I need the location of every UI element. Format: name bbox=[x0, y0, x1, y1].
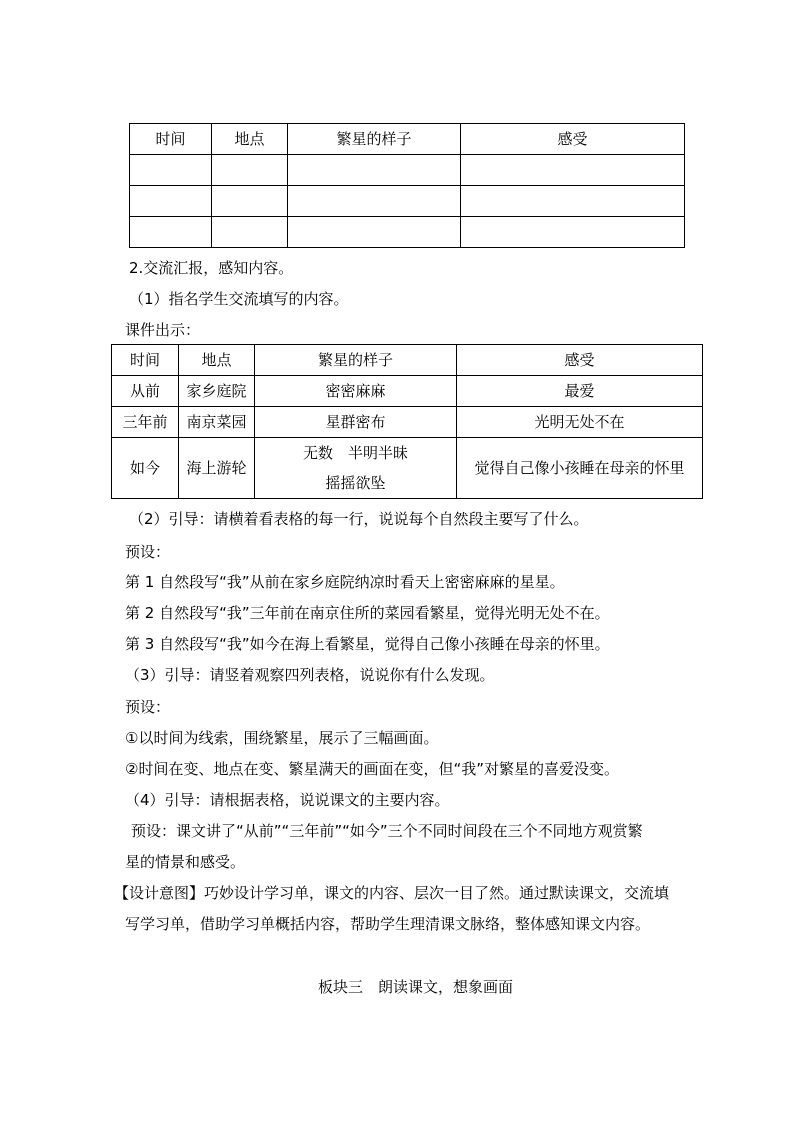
finding-1: ①以时间为线索，围绕繁星，展示了三幅画面。 bbox=[125, 729, 439, 747]
preset-3-line-1: 预设：课文讲了“从前”“三年前”“如今”三个不同时间段在三个不同地方观赏繁 bbox=[131, 822, 643, 840]
cell-time: 从前 bbox=[112, 376, 179, 407]
blank-cell bbox=[288, 155, 461, 186]
blank-cell bbox=[212, 155, 288, 186]
table-header-row bbox=[130, 124, 685, 155]
section-3-title: 板块三 朗读课文，想象画面 bbox=[318, 978, 514, 996]
preset-label-1: 预设： bbox=[125, 543, 171, 561]
paragraph-1-summary: 第 1 自然段写“我”从前在家乡庭院纳凉时看天上密密麻麻的星星。 bbox=[125, 573, 565, 591]
blank-worksheet-table bbox=[129, 123, 685, 248]
preset-3-line-2: 星的情景和感受。 bbox=[125, 853, 246, 871]
cell-feeling: 觉得自己像小孩睡在母亲的怀里 bbox=[457, 438, 703, 499]
design-intent-line-2: 写学习单，借助学习单概括内容，帮助学生理清课文脉络，整体感知课文内容。 bbox=[125, 915, 651, 933]
table-row bbox=[130, 217, 685, 248]
blank-cell bbox=[212, 186, 288, 217]
blank-cell bbox=[461, 186, 685, 217]
cell-star-look: 星群密布 bbox=[255, 407, 457, 438]
section-2-title: 2.交流汇报，感知内容。 bbox=[129, 259, 294, 277]
header-time: 时间 bbox=[130, 124, 212, 155]
filled-worksheet-table bbox=[111, 344, 703, 499]
cell-feeling: 最爱 bbox=[457, 376, 703, 407]
blank-cell bbox=[130, 217, 212, 248]
header-feeling: 感受 bbox=[457, 345, 703, 376]
table-row bbox=[112, 407, 703, 438]
paragraph-3-summary: 第 3 自然段写“我”如今在海上看繁星，觉得自己像小孩睡在母亲的怀里。 bbox=[125, 635, 610, 653]
blank-cell bbox=[461, 217, 685, 248]
cell-star-look: 密密麻麻 bbox=[255, 376, 457, 407]
header-place: 地点 bbox=[212, 124, 288, 155]
cell-star-look bbox=[255, 438, 457, 499]
blank-cell bbox=[130, 186, 212, 217]
cell-place: 海上游轮 bbox=[179, 438, 255, 499]
finding-2: ②时间在变、地点在变、繁星满天的画面在变，但“我”对繁星的喜爱没变。 bbox=[125, 760, 619, 778]
table-row bbox=[130, 155, 685, 186]
header-place: 地点 bbox=[179, 345, 255, 376]
header-time: 时间 bbox=[112, 345, 179, 376]
paragraph-2-summary: 第 2 自然段写“我”三年前在南京住所的菜园看繁星，觉得光明无处不在。 bbox=[125, 604, 610, 622]
cell-feeling: 光明无处不在 bbox=[457, 407, 703, 438]
blank-cell bbox=[130, 155, 212, 186]
cell-place: 南京菜园 bbox=[179, 407, 255, 438]
table-row bbox=[112, 376, 703, 407]
header-feeling: 感受 bbox=[461, 124, 685, 155]
star-look-line-2: 摇摇欲坠 bbox=[325, 474, 386, 492]
header-star-look: 繁星的样子 bbox=[255, 345, 457, 376]
step-3: （3）引导：请竖着观察四列表格，说说你有什么发现。 bbox=[125, 666, 495, 684]
cell-place: 家乡庭院 bbox=[179, 376, 255, 407]
table-row bbox=[112, 438, 703, 499]
cell-time: 三年前 bbox=[112, 407, 179, 438]
design-intent-line-1: 【设计意图】巧妙设计学习单，课文的内容、层次一目了然。通过默读课文，交流填 bbox=[114, 884, 670, 902]
step-2: （2）引导：请横着看表格的每一行，说说每个自然段主要写了什么。 bbox=[129, 510, 589, 528]
header-star-look: 繁星的样子 bbox=[288, 124, 461, 155]
preset-label-2: 预设： bbox=[125, 698, 171, 716]
table-header-row bbox=[112, 345, 703, 376]
blank-cell bbox=[461, 155, 685, 186]
step-1: （1）指名学生交流填写的内容。 bbox=[129, 290, 349, 308]
cell-time: 如今 bbox=[112, 438, 179, 499]
blank-cell bbox=[288, 217, 461, 248]
star-look-line-1: 无数 半明半昧 bbox=[302, 444, 408, 462]
table-row bbox=[130, 186, 685, 217]
blank-cell bbox=[288, 186, 461, 217]
step-4: （4）引导：请根据表格，说说课文的主要内容。 bbox=[125, 791, 450, 809]
blank-cell bbox=[212, 217, 288, 248]
courseware-label: 课件出示： bbox=[125, 321, 201, 339]
